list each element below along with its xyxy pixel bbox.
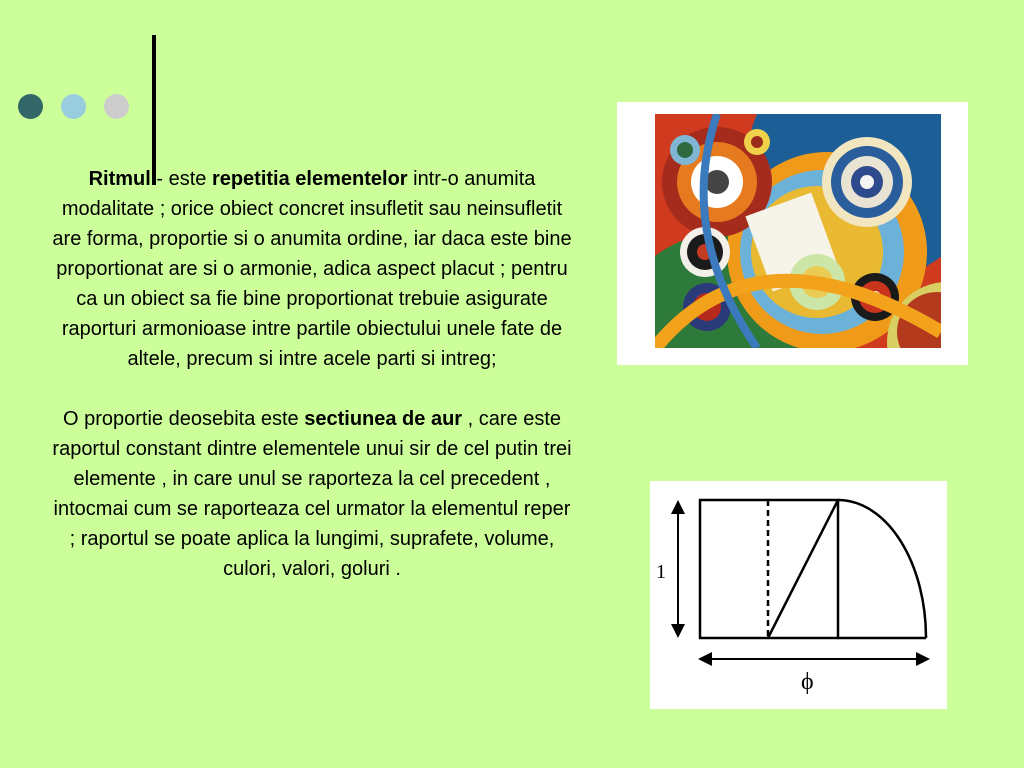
decor-dot-1: [18, 94, 43, 119]
decor-dot-2: [61, 94, 86, 119]
connector-text: - este: [150, 168, 212, 190]
decor-dot-3: [104, 94, 129, 119]
rhythm-definition: intr-o anumita modalitate ; orice obiect concret insufletit sau neinsufletit are forma, proportie si o anumita ordine, iar daca este bine proportionat are si o armonie, adica aspect placut ; pentru ca un obiect sa fie bine proportionat trebuie asigurate raporturi armonioase intre partile obiectului unele fate de altele, precum si intre acele parti si intreg;: [52, 168, 572, 370]
paragraph-golden-section: [52, 404, 572, 584]
golden-lead: O proportie deosebita este: [62, 408, 305, 430]
golden-definition: , care este raportul constant dintre elementele unui sir de cel putin trei elemente , in care unul se raporteza la cel precedent , intocmai cum se raporteaza cel urmator la elementul reper ; raportul se poate aplica la lungimi, suprafete, volume, culori, valori, goluri .: [52, 408, 572, 580]
decor-vertical-line: [152, 35, 156, 185]
golden-section-diagram: [650, 481, 947, 709]
paragraph-rhythm: [52, 164, 572, 374]
abstract-painting-image: [617, 102, 968, 365]
term-ritmul: Ritmul: [88, 168, 151, 190]
painting-svg: [617, 102, 968, 365]
diagram-label-width: ϕ: [801, 669, 814, 695]
term-repetitia: repetitia elementelor: [211, 168, 408, 190]
diagram-label-height: 1: [656, 561, 666, 583]
term-sectiunea-de-aur: sectiunea de aur: [304, 408, 463, 430]
main-text: [52, 164, 572, 584]
diagram-svg: [650, 481, 947, 709]
